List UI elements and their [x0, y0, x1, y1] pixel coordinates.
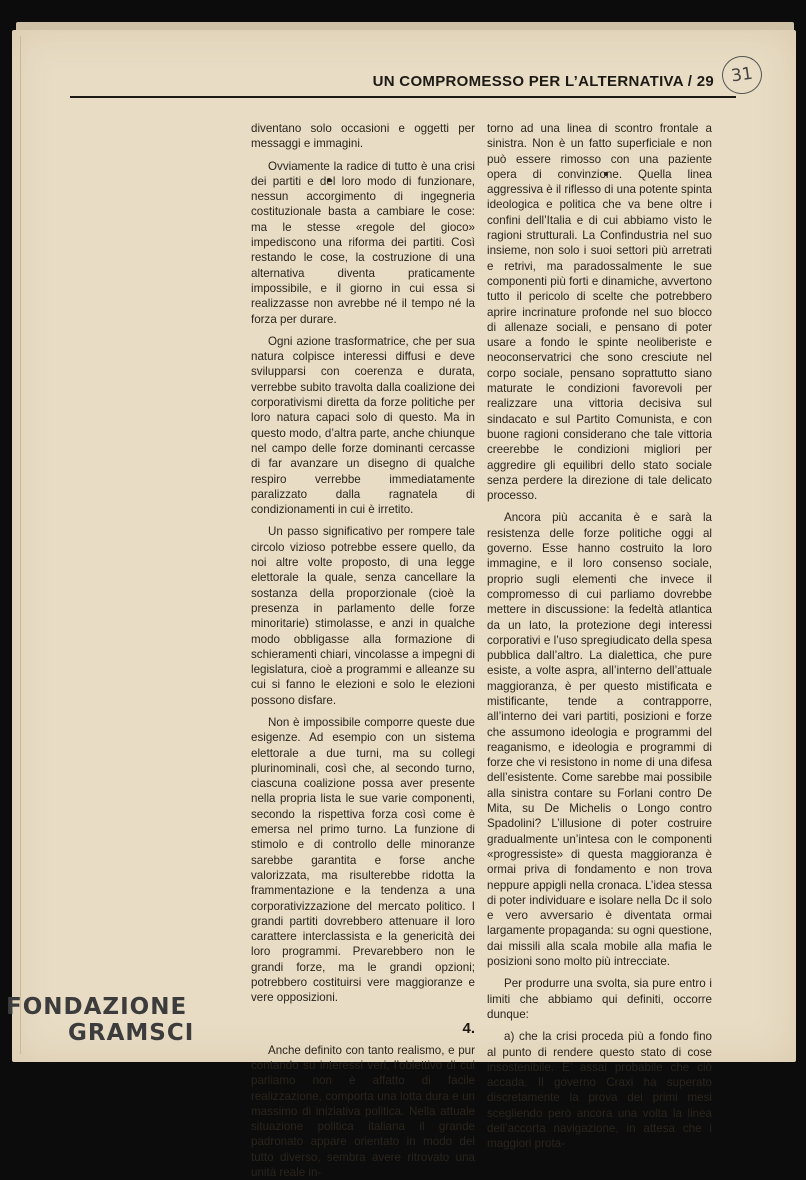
left-text-column [251, 121, 475, 1180]
paragraph: diventano solo occasioni e oggetti per messaggi e immagini. [251, 122, 475, 151]
section-number: 4. [462, 1019, 475, 1037]
paragraph: Non è impossibile comporre queste due esigenze. Ad esempio con un sistema elettorale a due turni, ma su collegi plurinominali, così che, al secondo turno, ciascuna coalizione possa aver presente nella propria lista le sue varie componenti, secondo la rispettiva forza così come è emersa nel primo turno. La funzione di stimolo e di controllo delle minoranze sarebbe garantita e forse anche valorizzata, ma risulterebbe ridotta la frammentazione e la tendenza a una corporativizzazione del mercato politico. I grandi partiti dovrebbero attenuare il loro carattere interclassista e la genericità dei loro programmi. Prevarebbero non le grandi forze, ma le grandi opzioni; potrebbero costituirsi vere maggioranze e vere opposizioni. [251, 715, 475, 1005]
page-edge-line [20, 36, 21, 1054]
right-text-column [487, 121, 712, 1152]
header-rule [70, 96, 736, 98]
paragraph: Ovviamente la radice di tutto è una crisi dei partiti e del loro modo di funzionare, nessun accorgimento di ingegneria costituzionale basta a cambiare le cose: ma le stesse «regole del gioco» impediscono una riforma dei partiti. Così restando le cose, la costruzione di una alternativa diventa praticamente impossibile, e il giorno in cui essa si realizzasse non avrebbe né il tempo né la forza per durare. [251, 159, 475, 326]
paragraph: Per produrre una svolta, sia pure entro i limiti che abbiamo qui definiti, occorre dunque: [487, 977, 712, 1021]
paragraph: Ogni azione trasformatrice, che per sua natura colpisce interessi diffusi e deve svilupparsi con coerenza e durata, verrebbe subito travolta dalla coalizione dei corporativismi diretta da forze politiche per loro natura capaci solo di questo. Ma in questo modo, d’altra parte, anche chiunque nel campo delle forze dominanti cercasse di far avanzare un disegno di qualche respiro verrebbe immediatamente paralizzato dalla ragnatela di condizionamenti in cui è irretito. [251, 334, 475, 517]
paragraph: Ancora più accanita è e sarà la resistenza delle forze politiche oggi al governo. Esse hanno costruito la loro immagine, e il loro consenso sociale, proprio sugli elementi che invece il compromesso di cui parliamo dovrebbe mettere in discussione: la fedeltà atlantica da un lato, la protezione degi interessi corporativi e l’uso spregiudicato della spesa pubblica dall’altro. La dialettica, che pure esiste, a volte aspra, all’interno dell’attuale maggioranza, è per questo mistificata e mistificante, tende a contrapporre, all’interno dei vari partiti, posizioni e forze che assumono ideologia e programmi del reaganismo, e ideologia e programmi di forze che vi resistono in nome di una difesa dell’esistente. Come sarebbe mai possibile alla sinistra contare su Forlani contro De Mita, su De Michelis o Longo contro Spadolini? L’illusione di poter costruire gradualmente un’intesa con le componenti «progressiste» di questa maggioranza è ormai priva di fondamento e non trova neppure appigli nella cronaca. L’idea stessa di poter individuare e isolare nella Dc il solo e vero avversario è diventata ormai largamente propaganda: su ogni questione, dai missili alla scala mobile alla mafia le posizioni sono molto più intrecciate. [487, 511, 712, 969]
page-header-title: UN COMPROMESSO PER L’ALTERNATIVA / 29 [372, 73, 714, 90]
paragraph: Anche definito con tanto realismo, e pur contando su interessi veri, l’obiettivo di cui parliamo non è affatto di facile realizzazione, comporta una lotta dura e un massimo di iniziativa politica. Nella attuale situazione politica italiana il grande padronato appare orientato in modo del tutto diverso, sembra avere ritrovato una unità reale in- [251, 1043, 475, 1179]
archive-stamp: 31 [720, 53, 765, 96]
paragraph: Un passo significativo per rompere tale circolo vizioso potrebbe essere quello, da noi altre volte proposto, di una legge elettorale la quale, senza cancellare la sostanza della proporzionale (cioè la presenza in parlamento delle forze minoritarie) stimolasse, e anzi in qualche modo obbligasse alla formazione di schieramenti chiari, vincolasse a impegni di legislatura, cioè a programmi e alleanze su cui si fanno le elezioni e solo le elezioni possono disfare. [251, 525, 475, 707]
paragraph: a) che la crisi proceda più a fondo fino al punto di rendere questo stato di cose insostenibile. E’ assai probabile che ciò accada. Il governo Craxi ha superato discretamente la prova dei primi mesi scegliendo però ancora una volta la linea dell’accorta navigazione, in attesa che i maggiori prota- [487, 1030, 712, 1151]
watermark-line1: FONDAZIONE [6, 994, 188, 1020]
paragraph: torno ad una linea di scontro frontale a sinistra. Non è un fatto superficiale e non può essere rimosso con una paziente opera di convinzione. Quella linea aggressiva è il riflesso di una potente spinta ideologica e politica che va bene oltre i confini dell’Italia e di cui abbiamo visto le ragioni strutturali. La Confindustria nel suo insieme, non solo i suoi settori più arretrati e retrivi, ma paradossalmente le sue componenti più forti e dinamiche, avvertono tutto il pericolo di scelte che potrebbero aprire incrinature profonde nel suo blocco di allenaze sociali, e pensano di poter usare a fondo le spinte neoliberiste e neoconservatrici che sono cresciute nel corpo sociale, pensano soprattutto siano maturate le condizioni favorevoli per realizzare una vittoria decisiva sul sindacato e sul Partito Comunista, e con buone ragioni considerano che tale vittoria creerebbe le condizioni migliori per aggredire gli equilibri dello stato sociale senza perdere la direzione di tale delicato processo. [487, 122, 712, 503]
watermark-line2: GRAMSCI [68, 1020, 195, 1046]
watermark-logo [6, 994, 194, 1046]
